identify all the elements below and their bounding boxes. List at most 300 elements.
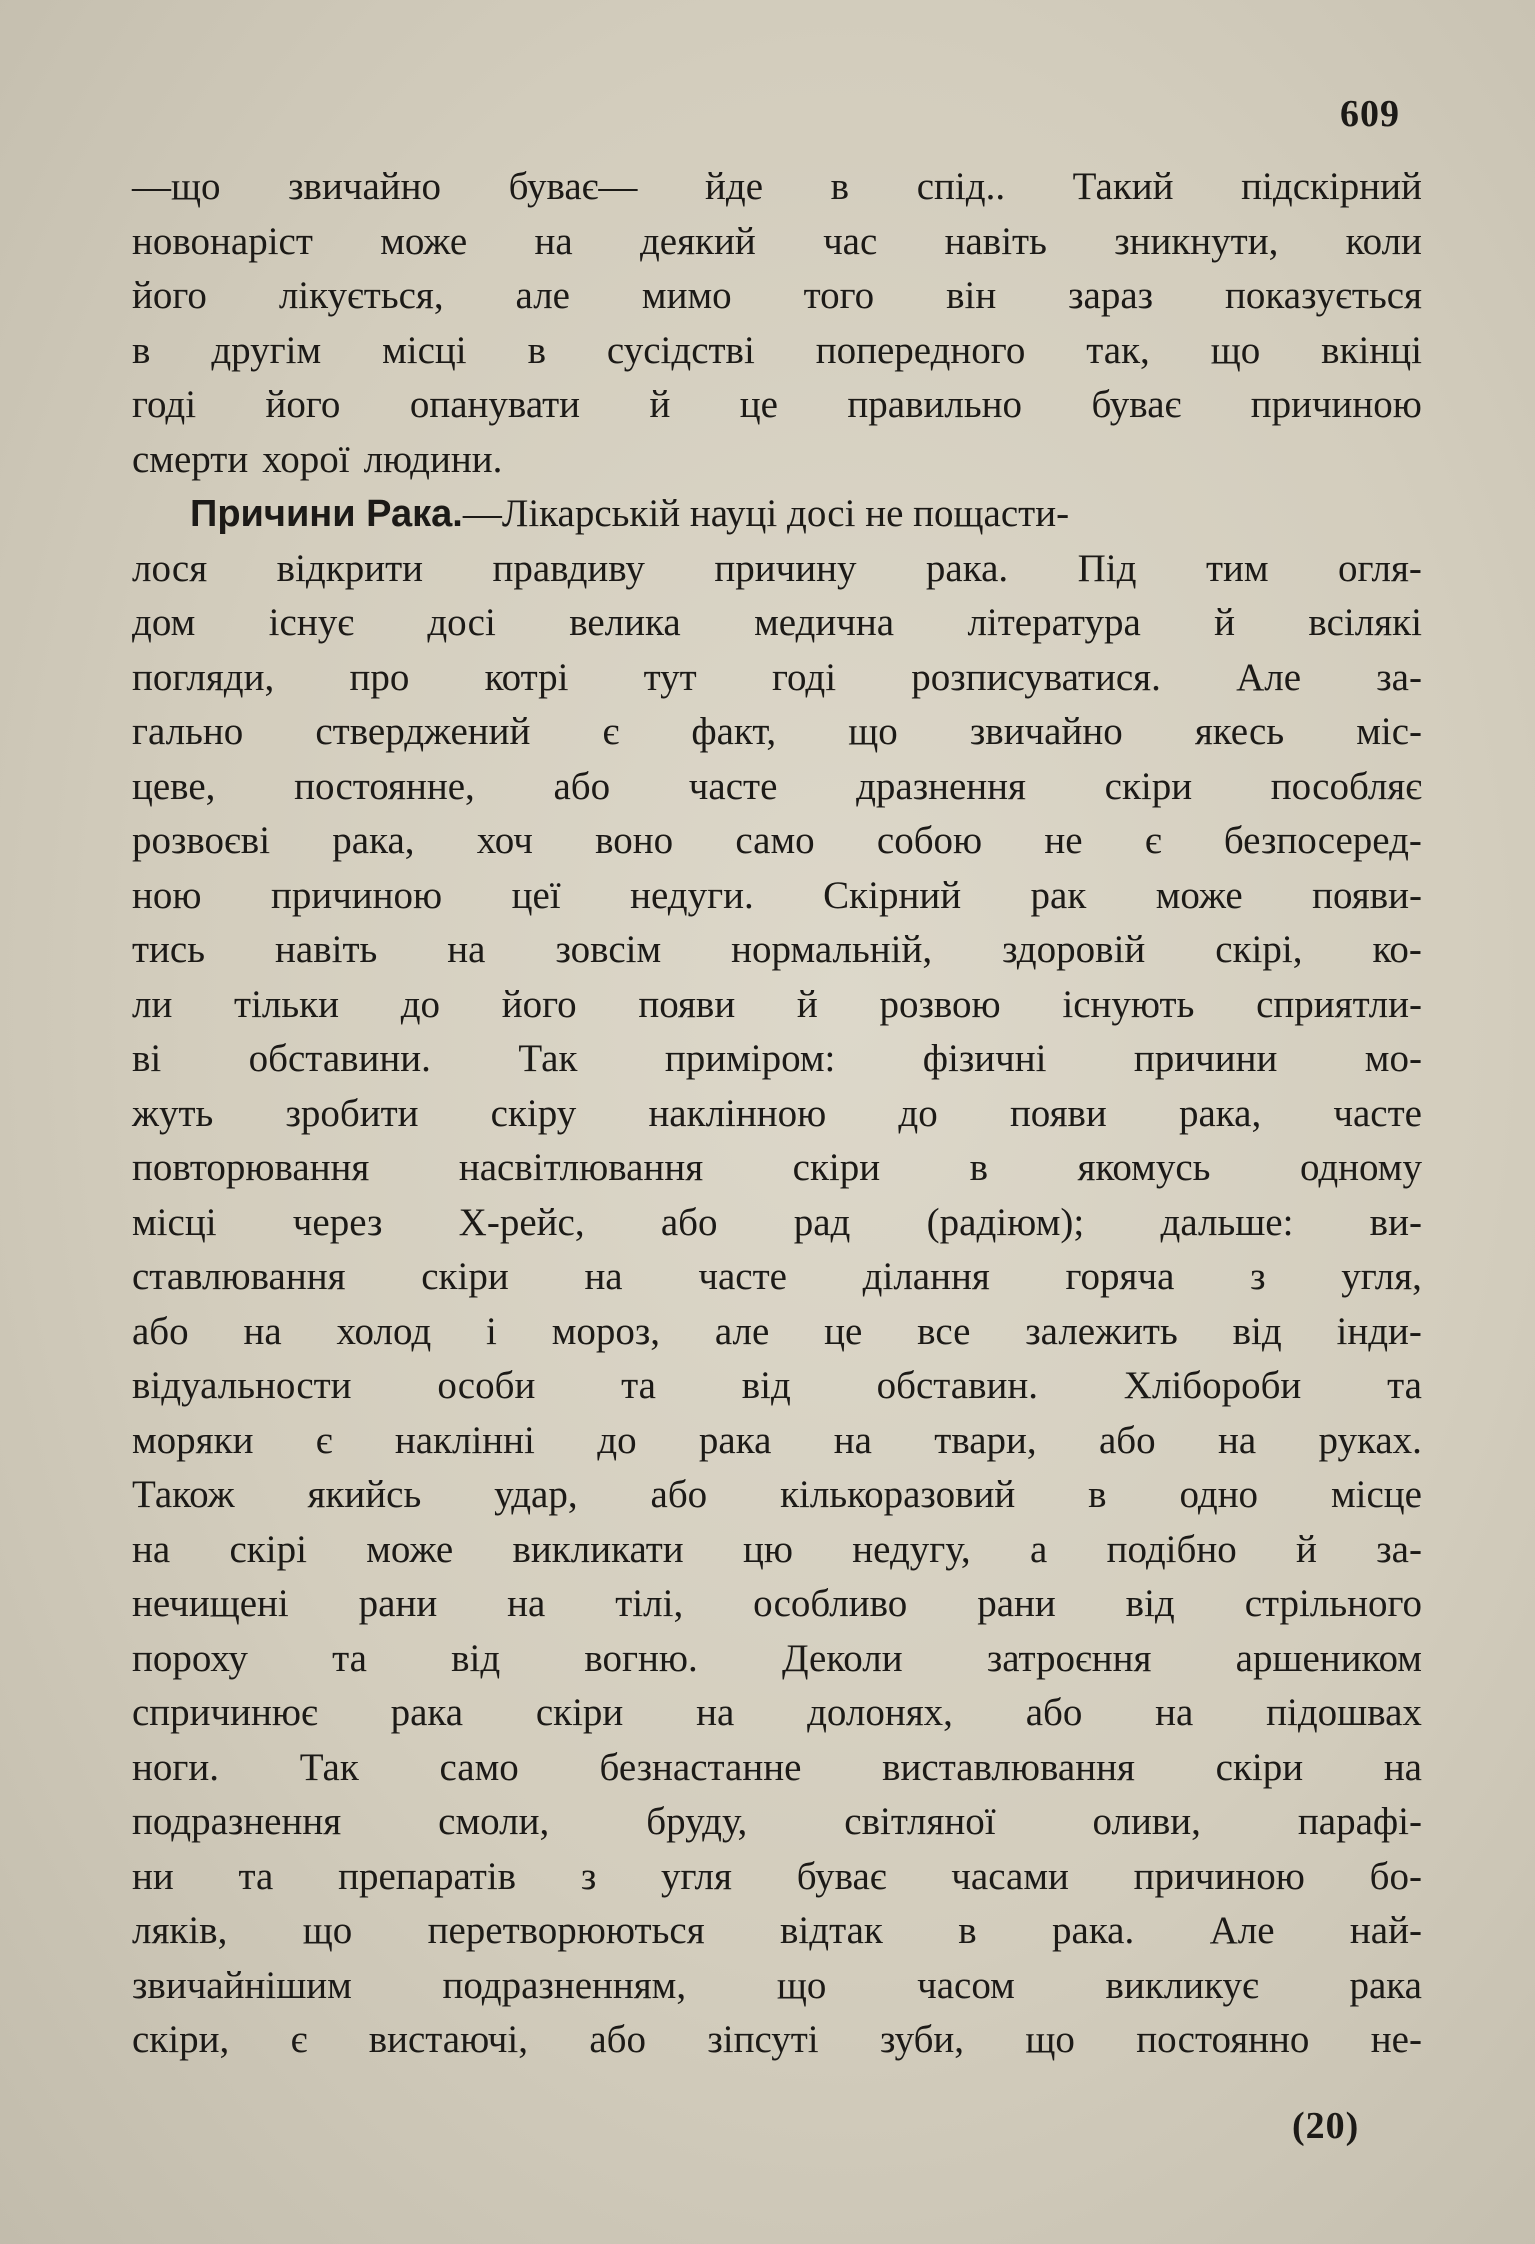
word: скірі, xyxy=(1215,928,1303,971)
text-line xyxy=(132,160,1422,215)
word: на xyxy=(1155,1691,1194,1734)
word: скірі xyxy=(229,1527,307,1571)
word: кількоразовий xyxy=(780,1473,1016,1516)
word: якесь xyxy=(1194,710,1285,753)
text-line xyxy=(132,269,1422,324)
word: появи xyxy=(638,982,736,1026)
word: часами xyxy=(951,1854,1069,1898)
word: велика xyxy=(569,601,681,644)
word: зовсім xyxy=(555,928,662,971)
word: особи xyxy=(437,1364,536,1407)
word: тим xyxy=(1205,546,1269,590)
word: його xyxy=(501,982,577,1026)
word: ставлювання xyxy=(132,1255,346,1298)
word: угля, xyxy=(1341,1255,1422,1298)
word: може xyxy=(1155,873,1243,917)
word: література xyxy=(967,601,1141,644)
text-line xyxy=(132,705,1422,760)
text-line xyxy=(132,869,1422,924)
word: причиною xyxy=(1133,1854,1305,1898)
word: так, xyxy=(1086,328,1150,372)
word: ділання xyxy=(862,1255,990,1298)
word: рака. xyxy=(925,546,1009,590)
word: причиною xyxy=(270,873,443,917)
word: ко- xyxy=(1372,928,1422,971)
word: дом xyxy=(132,601,196,644)
word: звичайно xyxy=(969,710,1123,753)
word: Такий xyxy=(1072,165,1174,208)
word: або xyxy=(589,2018,646,2061)
word: виставлювання xyxy=(882,1745,1135,1789)
word: на xyxy=(584,1255,623,1298)
word: навіть xyxy=(275,928,378,971)
word: повторювання xyxy=(132,1146,370,1189)
word: або xyxy=(650,1473,708,1516)
word: другім xyxy=(211,328,322,372)
word: може xyxy=(366,1527,454,1571)
word: нечищені xyxy=(132,1582,289,1625)
word: наклінні xyxy=(394,1418,535,1462)
word: пособляє xyxy=(1270,764,1422,808)
word: подразненням, xyxy=(442,1963,687,2007)
word: може xyxy=(380,219,468,263)
word: на xyxy=(534,219,573,263)
word: само xyxy=(439,1745,519,1789)
word: парафі- xyxy=(1297,1800,1422,1843)
word: на xyxy=(132,1527,171,1571)
text-line xyxy=(132,1904,1422,1959)
word: Деколи xyxy=(781,1636,903,1680)
word: одному xyxy=(1299,1146,1422,1189)
word: та xyxy=(332,1636,367,1680)
word: або xyxy=(132,1309,189,1353)
word: медична xyxy=(754,601,895,644)
word: причини xyxy=(1133,1037,1278,1080)
word: недугу, xyxy=(852,1527,971,1571)
text-line xyxy=(132,1196,1422,1251)
word: й xyxy=(1214,601,1236,644)
word: зникнути, xyxy=(1114,219,1279,263)
word: пороху xyxy=(132,1636,248,1680)
word: не- xyxy=(1370,2018,1422,2061)
word: звичайнішим xyxy=(132,1963,352,2007)
word: ли xyxy=(132,982,173,1026)
word: моряки xyxy=(132,1418,254,1462)
word: одно xyxy=(1179,1473,1259,1516)
word: стрільного xyxy=(1244,1582,1422,1625)
word: Скірний xyxy=(823,873,962,917)
text-line xyxy=(132,1795,1422,1850)
word: скіри xyxy=(1104,764,1193,808)
word: через xyxy=(292,1200,383,1244)
word: та xyxy=(621,1364,656,1407)
word: рака, xyxy=(1178,1091,1262,1135)
word: перетворюються xyxy=(427,1909,705,1952)
word: цеї xyxy=(511,873,561,917)
word: правдиву xyxy=(492,546,645,590)
word: погляди, xyxy=(132,655,275,699)
word: зробити xyxy=(285,1091,419,1135)
word: фізичні xyxy=(922,1037,1047,1080)
word: смерти xyxy=(132,437,249,481)
word: подразнення xyxy=(132,1800,342,1843)
word: від xyxy=(1125,1582,1175,1625)
text-line xyxy=(132,1032,1422,1087)
word: з xyxy=(580,1854,597,1898)
word: розвоєві xyxy=(132,819,271,862)
word: є xyxy=(1144,819,1162,862)
word: в xyxy=(132,328,151,372)
word: якийсь xyxy=(307,1473,422,1516)
word: хоч xyxy=(476,819,533,862)
word: буває— xyxy=(508,165,638,208)
word: розписуватися. xyxy=(911,655,1161,699)
word: вкінці xyxy=(1321,328,1422,372)
word: або xyxy=(1025,1691,1083,1734)
word: бо- xyxy=(1369,1854,1422,1898)
word: аршеником xyxy=(1235,1636,1422,1680)
word: час xyxy=(823,219,878,263)
word: на xyxy=(696,1691,735,1734)
text-line xyxy=(132,760,1422,815)
paragraph-2 xyxy=(132,542,1422,2068)
word: собою xyxy=(876,819,983,862)
word: Так xyxy=(299,1745,359,1789)
word: буває xyxy=(796,1854,887,1898)
word: але xyxy=(714,1309,770,1353)
word: угля xyxy=(661,1854,732,1898)
word: людини. xyxy=(363,437,503,481)
word: цю xyxy=(742,1527,793,1571)
word: залежить xyxy=(1025,1309,1178,1353)
signature-mark: (20) xyxy=(1292,2105,1360,2147)
word: горяча xyxy=(1065,1255,1175,1298)
word: правильно xyxy=(847,383,1023,426)
word: причиною xyxy=(1250,383,1422,426)
word: новонаріст xyxy=(132,219,313,263)
word: ною xyxy=(132,873,202,917)
word: на xyxy=(833,1418,872,1462)
text-line xyxy=(132,596,1422,651)
word: тільки xyxy=(234,982,339,1026)
word: препаратів xyxy=(338,1854,517,1898)
word: попередного xyxy=(815,328,1026,372)
word: —що xyxy=(132,165,221,208)
word: інди- xyxy=(1336,1309,1422,1353)
word: ноги. xyxy=(132,1745,219,1789)
word: зараз xyxy=(1068,274,1154,317)
word: існують xyxy=(1062,982,1195,1026)
word: викликати xyxy=(512,1527,684,1571)
word: все xyxy=(917,1309,971,1353)
word: скіри, xyxy=(132,2018,230,2061)
word: жуть xyxy=(132,1091,214,1135)
word: мимо xyxy=(641,274,732,317)
word: появи xyxy=(1009,1091,1107,1135)
word: Але xyxy=(1209,1909,1275,1952)
word: від xyxy=(451,1636,501,1680)
body-text xyxy=(132,160,1422,2068)
word: здоровій xyxy=(1002,928,1146,971)
word: Також xyxy=(132,1473,235,1516)
word: існує xyxy=(268,601,354,644)
word: вогню. xyxy=(584,1636,698,1680)
word: сприятли- xyxy=(1256,982,1422,1026)
word: є xyxy=(290,2018,308,2061)
word: викликує xyxy=(1105,1963,1259,2007)
word: Під xyxy=(1077,546,1137,590)
text-line xyxy=(132,542,1422,597)
word: від xyxy=(741,1364,791,1407)
text-line xyxy=(132,1359,1422,1414)
word: на xyxy=(447,928,486,971)
word: приміром: xyxy=(664,1037,836,1080)
word: деякий xyxy=(639,219,756,263)
word: сусідстві xyxy=(606,328,755,372)
page-number: 609 xyxy=(1340,93,1400,135)
word: місце xyxy=(1330,1473,1422,1516)
word: на xyxy=(1383,1745,1422,1789)
word: руках. xyxy=(1318,1418,1422,1462)
text-line xyxy=(132,1632,1422,1687)
word: часом xyxy=(917,1963,1015,2007)
text-line xyxy=(132,1577,1422,1632)
word: огля- xyxy=(1338,546,1422,590)
word: місці xyxy=(132,1200,217,1244)
word: скіри xyxy=(1215,1745,1304,1789)
word: особливо xyxy=(753,1582,908,1625)
word: лося xyxy=(132,546,208,590)
word: наклінною xyxy=(648,1091,827,1135)
word: удар, xyxy=(494,1473,578,1516)
word: або xyxy=(1099,1418,1156,1462)
text-line xyxy=(132,1141,1422,1196)
word: Хлібороби xyxy=(1123,1364,1302,1407)
word: за- xyxy=(1376,655,1422,699)
word: в xyxy=(527,328,546,372)
text-line xyxy=(132,378,1422,433)
word: всілякі xyxy=(1308,601,1422,644)
word: подібно xyxy=(1106,1527,1237,1571)
word: годі xyxy=(771,655,837,699)
word: тут xyxy=(643,655,697,699)
text-line xyxy=(132,978,1422,1033)
word: і xyxy=(486,1309,497,1353)
word: це xyxy=(739,383,778,426)
word: відтак xyxy=(780,1909,883,1952)
text-line xyxy=(132,1850,1422,1905)
word: най- xyxy=(1349,1909,1422,1952)
section-heading: Причини Рака. xyxy=(190,493,463,535)
word: тілі, xyxy=(615,1582,684,1625)
word: ни xyxy=(132,1854,174,1898)
word: того xyxy=(803,274,875,317)
text-line xyxy=(132,324,1422,379)
word: світляної xyxy=(844,1800,996,1843)
word: твари, xyxy=(934,1418,1037,1462)
word: ляків, xyxy=(132,1909,228,1952)
word: рани xyxy=(358,1582,438,1625)
paragraph-1 xyxy=(132,160,1422,487)
word: Але xyxy=(1236,655,1302,699)
word: затроєння xyxy=(986,1636,1152,1680)
word: на xyxy=(243,1309,282,1353)
word: до xyxy=(597,1418,637,1462)
word: скіру xyxy=(490,1091,577,1135)
word: міс- xyxy=(1356,710,1422,753)
text-line xyxy=(132,1305,1422,1360)
word: а xyxy=(1029,1527,1048,1571)
word: скіри xyxy=(535,1691,624,1734)
word: є xyxy=(315,1418,333,1462)
text-line xyxy=(132,433,1422,488)
word: безнастанне xyxy=(599,1745,802,1789)
word: його xyxy=(132,274,207,317)
text-line xyxy=(132,1087,1422,1142)
word: підскірний xyxy=(1241,165,1422,208)
word: рака xyxy=(1349,1963,1422,2007)
word: звичайно xyxy=(288,165,441,208)
word: що xyxy=(1025,2018,1075,2061)
word: воно xyxy=(595,819,674,862)
word: спід.. xyxy=(916,165,1006,208)
word: скіри xyxy=(792,1146,881,1189)
text-line xyxy=(132,814,1422,869)
word: насвітлювання xyxy=(458,1146,704,1189)
word: постоянно xyxy=(1136,2018,1310,2061)
word: рани xyxy=(977,1582,1056,1625)
word: рака. xyxy=(1052,1909,1135,1952)
word: недуги. xyxy=(630,873,754,917)
word: Х-рейс, xyxy=(458,1200,585,1244)
word: що xyxy=(302,1909,353,1952)
word: до xyxy=(400,982,441,1026)
word: появи- xyxy=(1312,873,1422,917)
word: факт, xyxy=(691,710,777,753)
word: скіри xyxy=(421,1255,509,1298)
word: в xyxy=(969,1146,989,1189)
text-line xyxy=(132,2013,1422,2068)
word: рака, xyxy=(332,819,415,862)
word: й xyxy=(1296,1527,1317,1571)
word: годі xyxy=(132,383,197,426)
word: нормальній, xyxy=(731,928,933,971)
word: само xyxy=(735,819,815,862)
heading-line-rest: —Лікарській науці досі не пощасти- xyxy=(462,492,1070,535)
text-line xyxy=(132,1686,1422,1741)
word: часте xyxy=(1333,1091,1422,1135)
word: показується xyxy=(1225,274,1422,317)
word: й xyxy=(796,982,818,1026)
word: ві xyxy=(132,1037,162,1080)
word: розвою xyxy=(879,982,1001,1026)
word: тись xyxy=(132,928,206,971)
word: рака xyxy=(390,1691,464,1734)
word: буває xyxy=(1091,383,1182,426)
word: якомусь xyxy=(1077,1146,1211,1189)
text-line xyxy=(132,215,1422,270)
word: цеве, xyxy=(132,764,216,808)
word: або xyxy=(660,1200,718,1244)
text-line xyxy=(132,651,1422,706)
word: його xyxy=(265,383,341,426)
text-line xyxy=(132,1414,1422,1469)
word: рад xyxy=(793,1200,851,1244)
word: з xyxy=(1250,1255,1266,1298)
text-line xyxy=(132,1959,1422,2014)
word: рак xyxy=(1030,873,1087,917)
word: мороз, xyxy=(551,1309,661,1353)
word: місці xyxy=(382,328,467,372)
heading-line xyxy=(132,487,1422,542)
word: долонях, xyxy=(807,1691,953,1734)
word: постоянне, xyxy=(294,764,475,808)
word: ви- xyxy=(1369,1200,1422,1244)
word: Так xyxy=(518,1037,578,1080)
word: лікується, xyxy=(278,274,444,317)
word: але xyxy=(515,274,570,317)
word: що xyxy=(776,1963,827,2007)
word: навіть xyxy=(944,219,1047,263)
word: та xyxy=(238,1854,274,1898)
text-line xyxy=(132,1468,1422,1523)
word: бруду, xyxy=(646,1800,748,1843)
word: хорої xyxy=(262,437,350,481)
text-line xyxy=(132,1523,1422,1578)
text-line xyxy=(132,923,1422,978)
word: й xyxy=(649,383,671,426)
word: це xyxy=(824,1309,863,1353)
word: йде xyxy=(705,165,764,208)
word: смоли, xyxy=(438,1800,550,1843)
word: обставин. xyxy=(876,1364,1038,1407)
word: на xyxy=(1218,1418,1257,1462)
word: (радіюм); xyxy=(926,1200,1085,1244)
word: дальше: xyxy=(1160,1200,1294,1244)
word: опанувати xyxy=(409,383,581,426)
word: обставини. xyxy=(248,1037,431,1080)
word: вистаючі, xyxy=(368,2018,528,2061)
word: часте xyxy=(698,1255,787,1298)
word: що xyxy=(1210,328,1261,372)
word: зіпсуті xyxy=(707,2018,819,2061)
word: та xyxy=(1387,1364,1422,1407)
word: або xyxy=(553,764,611,808)
word: коли xyxy=(1345,219,1422,263)
word: досі xyxy=(427,601,496,644)
word: рака xyxy=(698,1418,772,1462)
word: гально xyxy=(132,710,244,753)
word: він xyxy=(946,274,997,317)
word: стверджений xyxy=(315,710,531,753)
word: відкрити xyxy=(276,546,423,590)
word: дразнення xyxy=(856,764,1026,808)
text-line xyxy=(132,1250,1422,1305)
word: холод xyxy=(336,1309,432,1353)
word: є xyxy=(602,710,620,753)
word: оливи, xyxy=(1092,1800,1201,1843)
word: що xyxy=(848,710,898,753)
word: спричинює xyxy=(132,1691,318,1734)
word: безпосеред- xyxy=(1223,819,1422,862)
word: котрі xyxy=(484,655,569,699)
word: в xyxy=(830,165,850,208)
word: не xyxy=(1044,819,1083,862)
word: причину xyxy=(714,546,857,590)
word: на xyxy=(507,1582,546,1625)
word: підошвах xyxy=(1266,1691,1422,1734)
word: часте xyxy=(688,764,778,808)
